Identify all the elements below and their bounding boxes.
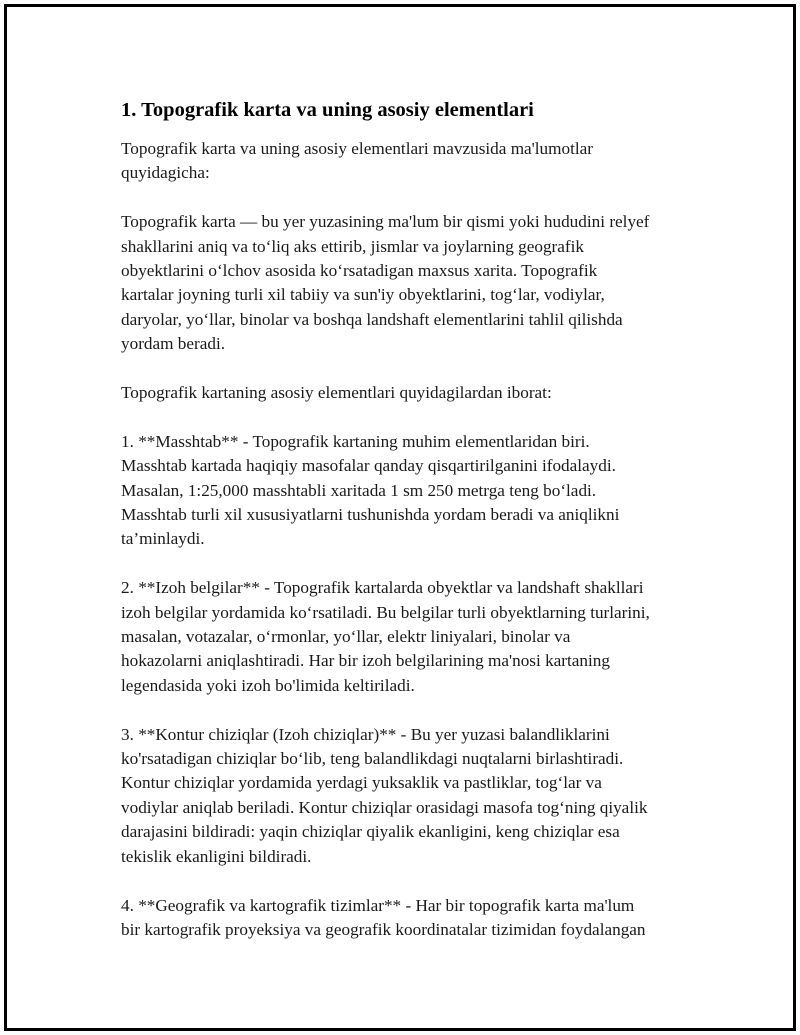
list-item-legend-symbols: 2. **Izoh belgilar** - Topografik kartalarda obyektlar va landshaft shakllari izoh belgilar yordamida ko‘rsatiladi. Bu belgilar turli obyektlarning turlarini, masalan, votazalar, o‘rmonlar, yo‘llar, elektr liniyalari, binolar va hokazolarni aniqlashtiradi. Har bir izoh belgilarining ma'nosi kartaning legendasida yoki izoh bo'limida keltiriladi. [121,578,650,695]
list-item-coordinate-systems: 4. **Geografik va kartografik tizimlar** - Har bir topografik karta ma'lum bir kartografik proyeksiya va geografik koordinatalar tizimidan foydalangan [121,895,646,939]
document-page [4,4,796,1031]
definition-paragraph: Topografik karta — bu yer yuzasining ma'lum bir qismi yoki hududini relyef shakllarini aniq va to‘liq aks ettirib, jismlar va joylarning geografik obyektlarini o‘lchov asosida ko‘rsatadigan maxsus xarita. Topografik kartalar joyning turli xil tabiiy va sun'iy obyektlarini, tog‘lar, vodiylar, daryolar, yo‘llar, binolar va boshqa landshaft elementlarini tahlil qilishda yordam beradi. [121,212,650,354]
document-body [121,97,701,967]
list-item-scale: 1. **Masshtab** - Topografik kartaning muhim elementlaridan biri. Masshtab kartada haqiqiy masofalar qanday qisqartirilganini ifodalaydi. Masalan, 1:25,000 masshtabli xaritada 1 sm 250 metrga teng bo‘ladi. Masshtab turli xil xususiyatlarni tushunishda yordam beradi va aniqlikni ta’minlaydi. [121,431,620,549]
list-item-contour-lines: 3. **Kontur chiziqlar (Izoh chiziqlar)** - Bu yer yuzasi balandliklarini ko'rsatadigan chiziqlar bo‘lib, teng balandlikdagi nuqtalarni birlashtiradi. Kontur chiziqlar yordamida yerdagi yuksaklik va pastliklar, tog‘lar va vodiylar aniqlab beriladi. Kontur chiziqlar orasidagi masofa tog‘ning qiyalik darajasini bildiradi: yaqin chiziqlar qiyalik ekanligini, keng chiziqlar esa tekislik ekanligini bildiradi. [121,724,648,866]
elements-intro-paragraph: Topografik kartaning asosiy elementlari quyidagilardan iborat: [121,383,552,403]
document-title: 1. Topografik karta va uning asosiy elementlari [121,99,534,121]
intro-paragraph: Topografik karta va uning asosiy elementlari mavzusida ma'lumotlar quyidagicha: [121,139,594,183]
